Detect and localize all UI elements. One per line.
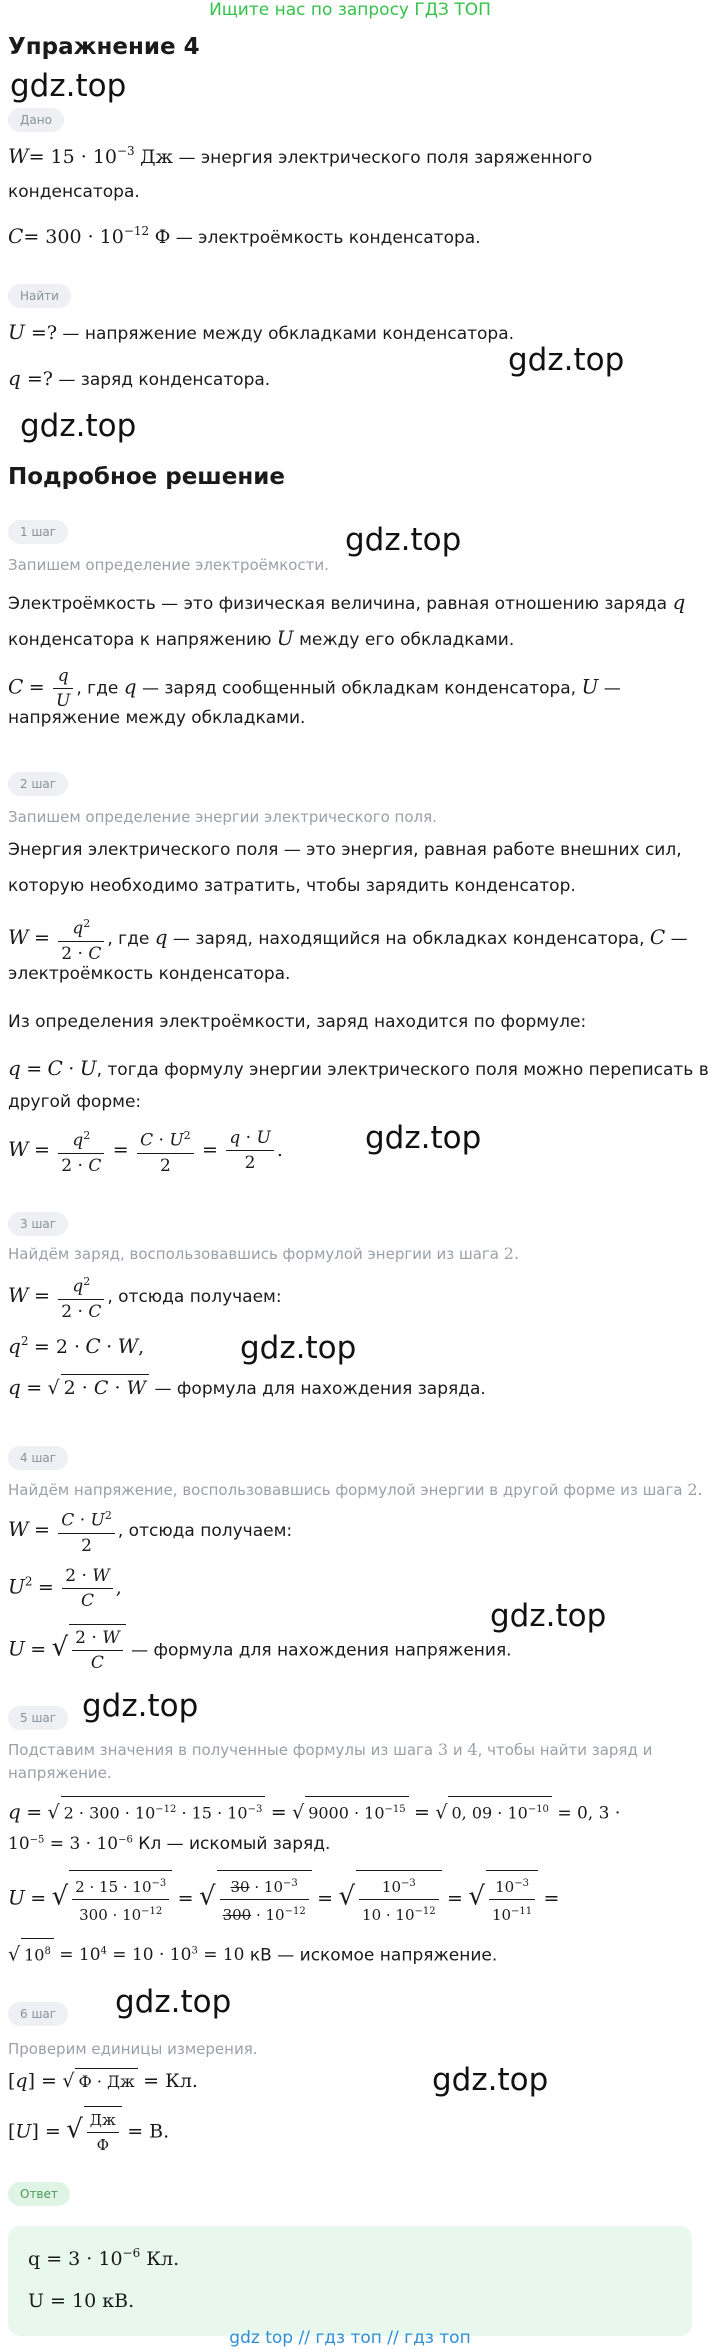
step-6-chip: 6 шаг xyxy=(8,2002,68,2026)
answer-u: U = 10 кВ. xyxy=(28,2290,135,2312)
find-chip: Найти xyxy=(8,284,71,308)
step-3-intro: Найдём заряд, воспользовавшись формулой энергии из шага 2. xyxy=(8,1244,520,1263)
solution-title: Подробное решение xyxy=(8,464,285,490)
step-3-line-3: q = √ 2 · C · W — формула для нахождения заряда. xyxy=(8,1375,486,1399)
watermark: gdz.top xyxy=(115,1984,232,2020)
find-line-1: U =? — напряжение между обкладками конденсатора. xyxy=(8,320,515,344)
step-2-line-5: Из определения электроёмкости, заряд находится по формуле: xyxy=(8,1012,587,1032)
watermark: gdz.top xyxy=(508,342,625,378)
step-5-q-line: q = √ $2 \cdot 300 \cdot 10^{-12} \cdot 15 \cdot 10^{-3}$ = √ $9000 \cdot 10^{-15}$ = √ 0, $09 \cdot 10^{-10} = 0$, 3 · xyxy=(8,1796,620,1825)
find-line-2: q =? — заряд конденсатора. xyxy=(8,366,271,390)
step-5-q-line-2: $10^{-5} = 3 \cdot 10^{-6}$ Кл — искомый заряд. xyxy=(8,1834,331,1854)
step-1-chip: 1 шаг xyxy=(8,520,68,544)
step-1-formula: C = $\frac{q}{U}$ , где q — заряд сообщенный обкладкам конденсатора, U — xyxy=(8,666,621,711)
answer-box xyxy=(8,2226,692,2336)
watermark: gdz.top xyxy=(345,522,462,558)
step-3-formula: W = $\frac{q^2}{2 \cdot C}$ , отсюда получаем: xyxy=(8,1270,282,1324)
step-6-intro: Проверим единицы измерения. xyxy=(8,2040,258,2058)
given-chip: Дано xyxy=(8,108,64,132)
watermark: gdz.top xyxy=(82,1688,199,1724)
step-5-intro-2: напряжение. xyxy=(8,1764,112,1782)
step-2-formula: W = $\frac{q^2}{2 \cdot C}$ , где q — заряд, находящийся на обкладках конденсатора, C — xyxy=(8,912,688,966)
step-2-line-7: другой форме: xyxy=(8,1092,142,1112)
step-2-line-1: Энергия электрического поля — это энергия, равная работе внешних сил, xyxy=(8,840,682,860)
step-1-line-1: Электроёмкость — это физическая величина, равная отношению заряда q xyxy=(8,590,686,614)
answer-chip: Ответ xyxy=(8,2182,70,2206)
step-6-line-1: [q] = √ Ф · Дж = Кл. xyxy=(8,2070,198,2092)
step-5-u-line: U = √ $\frac{2 \cdot 15 \cdot 10^{-3}}{300 \cdot 10^{-12}}$ = √ $\frac{30 \cdot 10^{-3}}{300 \cdot 10^{-12}}$ = √ $\frac{10^{-3}}{10 \cdot 10^{-12}}$ = √ $\frac{10^{-3}}{10^{-11}}$ = xyxy=(8,1870,559,1927)
watermark: gdz.top xyxy=(490,1598,607,1634)
watermark: gdz.top xyxy=(432,2062,549,2098)
watermark: gdz.top xyxy=(365,1120,482,1156)
step-1-line-4: напряжение между обкладками. xyxy=(8,708,306,728)
step-4-intro: Найдём напряжение, воспользовавшись формулой энергии в другой форме из шага 2. xyxy=(8,1480,703,1499)
exercise-title: Упражнение 4 xyxy=(8,34,200,60)
given-line-2: $C= 300 \cdot 10^{-12}$ Ф — электроёмкость конденсатора. xyxy=(8,224,481,248)
answer-q: $q = 3 \cdot 10^{-6}$ Кл. xyxy=(28,2246,180,2270)
given-line-1: $W= 15 \cdot 10^{-3}$ Дж — энергия электрического поля заряженного xyxy=(8,144,593,168)
step-2-line-4: электроёмкость конденсатора. xyxy=(8,964,291,984)
step-3-line-2: $q^2 = 2 \cdot C \cdot W$, xyxy=(8,1334,145,1358)
step-3-chip: 3 шаг xyxy=(8,1212,68,1236)
step-6-line-2: [U] = √ $\frac{Дж}{Ф}$ = В. xyxy=(8,2106,169,2157)
watermark: gdz.top xyxy=(10,68,127,104)
step-4-chip: 4 шаг xyxy=(8,1446,68,1470)
step-2-chip: 2 шаг xyxy=(8,772,68,796)
step-2-line-2: которую необходимо затратить, чтобы зарядить конденсатор. xyxy=(8,876,576,896)
step-5-chip: 5 шаг xyxy=(8,1706,68,1730)
given-line-1-cont: конденсатора. xyxy=(8,182,140,202)
step-4-line-2: $U^2$ = $\frac{2 \cdot W}{C}$ , xyxy=(8,1566,122,1611)
step-4-formula: W = $\frac{C \cdot U^2}{2}$ , отсюда получаем: xyxy=(8,1504,292,1558)
step-2-intro: Запишем определение энергии электрического поля. xyxy=(8,808,437,826)
step-2-formula-2: W = $\frac{q^2}{2 \cdot C}$ = $\frac{C \cdot U^2}{2}$ = $\frac{q \cdot U}{2}$ . xyxy=(8,1124,283,1178)
footer-links[interactable]: gdz top // гдз топ // гдз топ xyxy=(229,2328,471,2348)
top-banner: Ищите нас по запросу ГДЗ ТОП xyxy=(209,0,491,20)
step-5-u-line-2: √ $10^8 = 10^4 = 10 \cdot 10^3 = 10$ кВ — искомое напряжение. xyxy=(8,1938,497,1967)
step-4-line-3: U = √ $\frac{2 \cdot W}{C}$ — формула для нахождения напряжения. xyxy=(8,1624,512,1675)
watermark: gdz.top xyxy=(20,408,137,444)
step-2-line-6: q = C · U, тогда формулу энергии электрического поля можно переписать в xyxy=(8,1056,709,1080)
step-1-intro: Запишем определение электроёмкости. xyxy=(8,556,329,574)
watermark: gdz.top xyxy=(240,1330,357,1366)
step-5-intro: Подставим значения в полученные формулы из шага 3 и 4, чтобы найти заряд и xyxy=(8,1740,653,1759)
step-1-line-2: конденсатора к напряжению U между его обкладками. xyxy=(8,626,515,650)
